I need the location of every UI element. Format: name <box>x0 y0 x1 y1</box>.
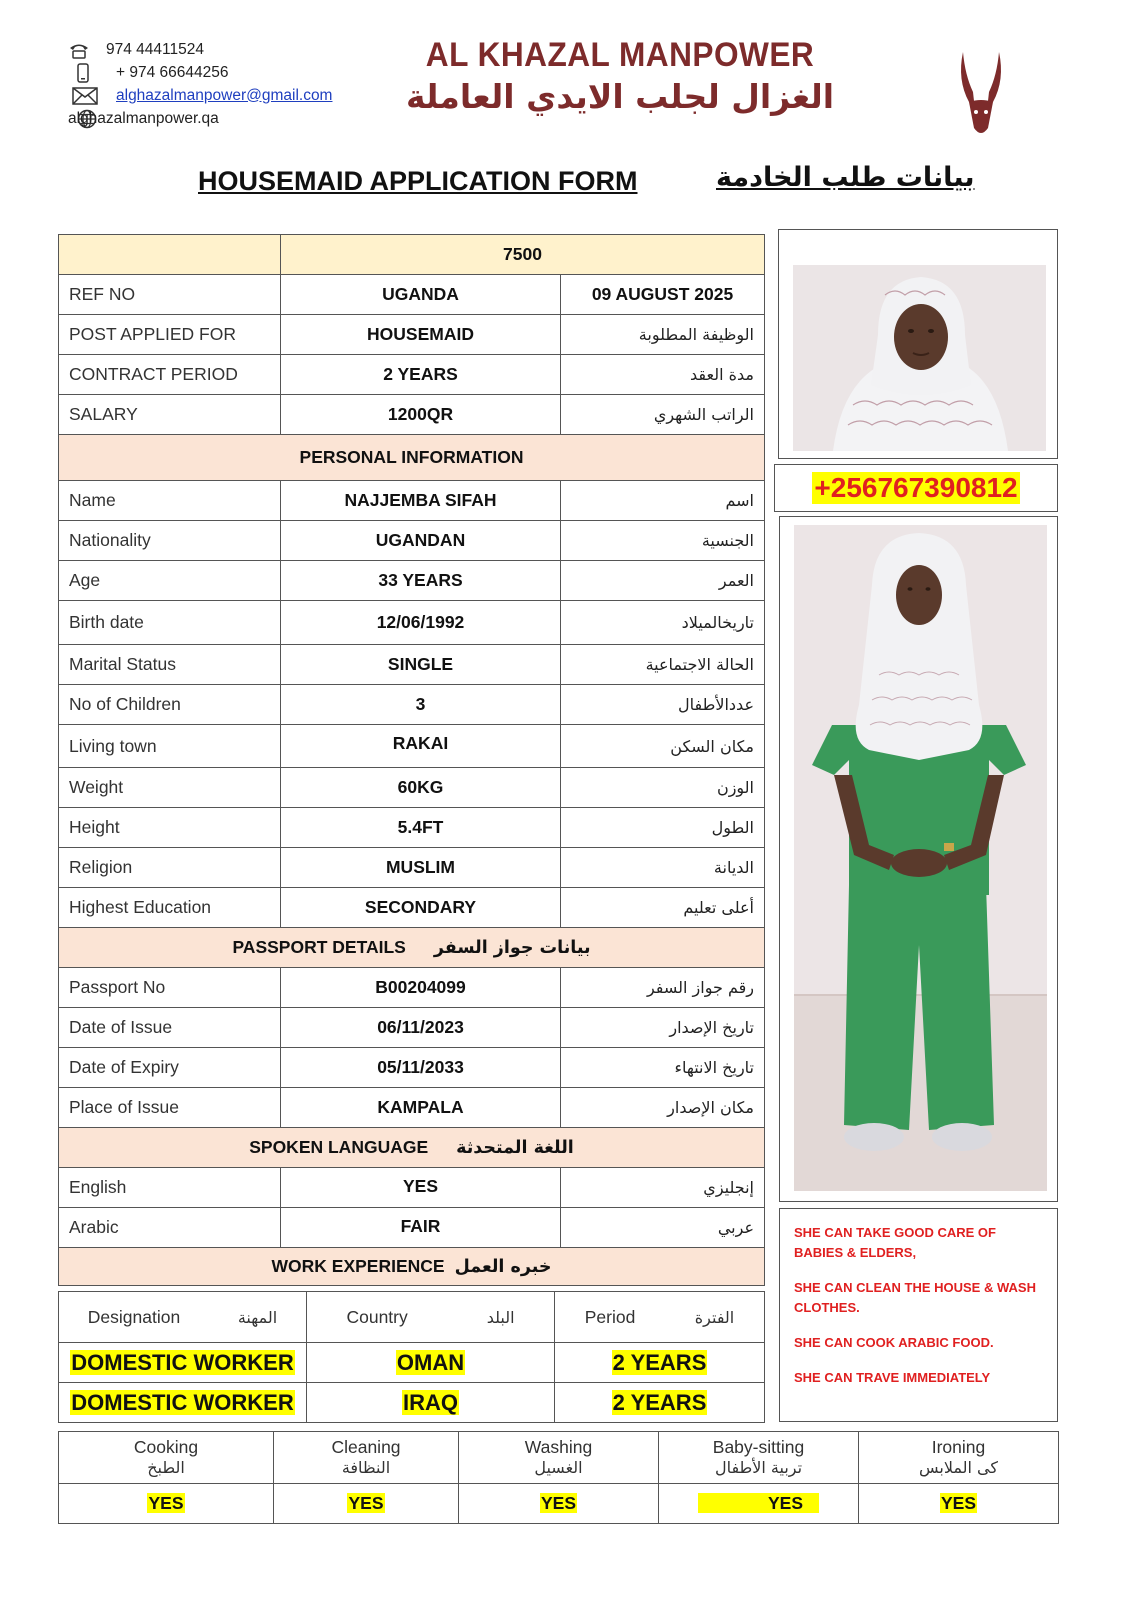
ref-row <box>59 275 765 315</box>
table-row <box>59 888 765 928</box>
mobile-phone-icon <box>70 63 96 83</box>
table-row <box>59 601 765 645</box>
row-label-arabic: العمر <box>561 561 765 601</box>
row-label: Date of Issue <box>59 1008 281 1048</box>
row-label: Weight <box>59 768 281 808</box>
skill-label-arabic: الغسيل <box>534 1458 583 1478</box>
skill-header <box>459 1432 659 1484</box>
row-label-arabic: عربي <box>561 1208 765 1248</box>
table-row <box>59 848 765 888</box>
portrait-photo <box>793 265 1046 451</box>
row-value: MUSLIM <box>281 848 561 888</box>
row-label: Place of Issue <box>59 1088 281 1128</box>
row-label-arabic: رقم جواز السفر <box>561 968 765 1008</box>
skill-header <box>659 1432 859 1484</box>
work-period-cell <box>555 1383 765 1423</box>
row-label: Living town <box>59 725 281 768</box>
note-item: SHE CAN CLEAN THE HOUSE & WASH CLOTHES. <box>794 1280 1036 1315</box>
notes-box <box>779 1208 1058 1422</box>
brand-block <box>395 36 845 116</box>
row-label-arabic: مكان السكن <box>561 725 765 768</box>
row-label-arabic: عددالأطفال <box>561 685 765 725</box>
brand-name-arabic: الغزال لجلب الايدي العاملة <box>405 77 835 116</box>
skills-value-row <box>59 1484 1059 1524</box>
contact-email <box>66 84 386 107</box>
row-label: Height <box>59 808 281 848</box>
skill-value: YES <box>940 1493 977 1513</box>
skill-value-cell <box>59 1484 274 1524</box>
row-label: Name <box>59 481 281 521</box>
skill-label: Washing <box>524 1436 593 1457</box>
skill-value-cell <box>859 1484 1059 1524</box>
skills-header-row <box>59 1432 1059 1484</box>
table-row <box>59 1208 765 1248</box>
table-row <box>59 481 765 521</box>
country-header <box>307 1292 555 1343</box>
row-value: 5.4FT <box>281 808 561 848</box>
table-row <box>59 645 765 685</box>
row-label-arabic: إنجليزي <box>561 1168 765 1208</box>
table-row <box>59 315 765 355</box>
table-row <box>59 808 765 848</box>
period-label-arabic: الفترة <box>694 1307 735 1327</box>
row-value: KAMPALA <box>281 1088 561 1128</box>
form-title-arabic: بيانات طلب الخادمة <box>716 162 975 193</box>
skill-header <box>859 1432 1059 1484</box>
row-value: SECONDARY <box>281 888 561 928</box>
row-value: UGANDAN <box>281 521 561 561</box>
work-header-row <box>59 1292 765 1343</box>
table-row <box>59 768 765 808</box>
note-item: SHE CAN TAKE GOOD CARE OF BABIES & ELDERS, <box>794 1225 996 1260</box>
section-passport <box>59 928 765 968</box>
application-table <box>58 234 765 1286</box>
skill-value: YES <box>698 1493 819 1513</box>
work-country-cell <box>307 1383 555 1423</box>
contact-phone-mobile <box>66 61 386 84</box>
row-label: Religion <box>59 848 281 888</box>
row-label-arabic: اسم <box>561 481 765 521</box>
section-heading <box>59 928 765 968</box>
applicant-code: 7500 <box>281 235 765 275</box>
full-body-photo <box>794 525 1047 1191</box>
ref-country: UGANDA <box>281 275 561 315</box>
country-label-arabic: البلد <box>486 1307 515 1327</box>
row-value: 3 <box>281 685 561 725</box>
skill-header <box>274 1432 459 1484</box>
row-label: No of Children <box>59 685 281 725</box>
section-heading-english: SPOKEN LANGUAGE <box>249 1137 429 1157</box>
row-label: Highest Education <box>59 888 281 928</box>
row-label: Nationality <box>59 521 281 561</box>
section-heading-english: WORK EXPERIENCE <box>271 1256 445 1276</box>
table-row <box>59 685 765 725</box>
work-designation: DOMESTIC WORKER <box>71 1389 294 1415</box>
skill-value-cell <box>459 1484 659 1524</box>
table-row <box>59 395 765 435</box>
section-language <box>59 1128 765 1168</box>
section-heading <box>59 1248 765 1286</box>
work-country: OMAN <box>396 1349 465 1375</box>
row-label-arabic: الجنسية <box>561 521 765 561</box>
work-row <box>59 1343 765 1383</box>
website-link[interactable]: alghazalmanpower.qa <box>68 109 219 127</box>
row-value: RAKAI <box>281 725 561 768</box>
row-label-arabic: أعلى تعليم <box>561 888 765 928</box>
skill-label-arabic: تربية الأطفال <box>714 1458 803 1478</box>
table-row <box>59 1048 765 1088</box>
telephone-icon <box>66 40 92 60</box>
skill-value: YES <box>348 1493 384 1513</box>
phone-landline[interactable]: 974 44411524 <box>106 40 204 58</box>
section-heading: PERSONAL INFORMATION <box>59 435 765 481</box>
work-designation-cell <box>59 1383 307 1423</box>
section-heading-english: PASSPORT DETAILS <box>232 937 406 957</box>
skill-label-arabic: النظافة <box>341 1458 391 1478</box>
skill-value: YES <box>540 1493 577 1513</box>
row-label-arabic: الوظيفة المطلوبة <box>561 315 765 355</box>
section-heading-arabic: اللغة المتحدثة <box>456 1138 574 1158</box>
table-row <box>59 968 765 1008</box>
skill-label: Cooking <box>133 1436 199 1457</box>
envelope-icon <box>72 86 98 106</box>
skill-label-arabic: کی الملابس <box>918 1458 998 1478</box>
work-country-cell <box>307 1343 555 1383</box>
row-value: SINGLE <box>281 645 561 685</box>
section-heading <box>59 1128 765 1168</box>
country-label: Country <box>346 1306 408 1327</box>
section-personal <box>59 435 765 481</box>
row-label-arabic: تاريخ الإصدار <box>561 1008 765 1048</box>
row-label: Date of Expiry <box>59 1048 281 1088</box>
table-row <box>59 1088 765 1128</box>
period-header <box>555 1292 765 1343</box>
row-label: CONTRACT PERIOD <box>59 355 281 395</box>
skill-label: Ironing <box>931 1436 986 1457</box>
ref-date: 09 AUGUST 2025 <box>561 275 765 315</box>
row-label: Arabic <box>59 1208 281 1248</box>
row-label-arabic: الراتب الشهري <box>561 395 765 435</box>
row-value: 1200QR <box>281 395 561 435</box>
row-value: FAIR <box>281 1208 561 1248</box>
row-value: 06/11/2023 <box>281 1008 561 1048</box>
row-label: Marital Status <box>59 645 281 685</box>
row-label: Age <box>59 561 281 601</box>
work-period: 2 YEARS <box>612 1349 707 1375</box>
row-label-arabic: الحالة الاجتماعية <box>561 645 765 685</box>
contact-block <box>66 38 386 130</box>
row-label-arabic: الديانة <box>561 848 765 888</box>
full-body-photo-frame <box>779 516 1058 1202</box>
row-value: 05/11/2033 <box>281 1048 561 1088</box>
ref-no-label: REF NO <box>59 275 281 315</box>
row-value: YES <box>281 1168 561 1208</box>
row-label-arabic: الوزن <box>561 768 765 808</box>
row-label: POST APPLIED FOR <box>59 315 281 355</box>
note-item: SHE CAN TRAVE IMMEDIATELY <box>794 1370 991 1385</box>
applicant-phone-number[interactable]: +256767390812 <box>814 472 1018 503</box>
contact-phone-landline <box>66 38 386 61</box>
form-title: HOUSEMAID APPLICATION FORM <box>198 166 638 196</box>
gazelle-logo <box>955 50 1007 140</box>
skill-value-cell <box>274 1484 459 1524</box>
email-link[interactable]: alghazalmanpower@gmail.com <box>116 86 333 104</box>
work-country: IRAQ <box>403 1389 458 1415</box>
row-label: SALARY <box>59 395 281 435</box>
designation-label: Designation <box>87 1306 181 1327</box>
row-label: Birth date <box>59 601 281 645</box>
period-label: Period <box>584 1306 636 1327</box>
phone-mobile[interactable]: + 974 66644256 <box>116 63 229 81</box>
note-item: SHE CAN COOK ARABIC FOOD. <box>794 1335 994 1350</box>
code-row <box>59 235 765 275</box>
designation-label-arabic: المهنة <box>237 1307 278 1327</box>
section-heading-arabic: بيانات جواز السفر <box>433 938 591 958</box>
section-work <box>59 1248 765 1286</box>
work-designation: DOMESTIC WORKER <box>71 1349 294 1375</box>
skill-value-cell <box>659 1484 859 1524</box>
row-label: Passport No <box>59 968 281 1008</box>
brand-name-english: AL KHAZAL MANPOWER <box>425 36 815 74</box>
row-value: 33 YEARS <box>281 561 561 601</box>
row-label-arabic: تاريخالميلاد <box>561 601 765 645</box>
row-label: English <box>59 1168 281 1208</box>
table-row <box>59 1168 765 1208</box>
designation-header <box>59 1292 307 1343</box>
table-row <box>59 1008 765 1048</box>
row-label-arabic: مكان الإصدار <box>561 1088 765 1128</box>
skill-label: Baby-sitting <box>712 1436 805 1457</box>
skill-header <box>59 1432 274 1484</box>
table-row <box>59 725 765 768</box>
row-value: 2 YEARS <box>281 355 561 395</box>
work-experience-table <box>58 1291 765 1423</box>
skills-table <box>58 1431 1059 1524</box>
portrait-photo-frame <box>778 229 1058 459</box>
section-heading-arabic: خبره العمل <box>454 1257 552 1277</box>
row-label-arabic: الطول <box>561 808 765 848</box>
table-row <box>59 561 765 601</box>
code-blank-cell <box>59 235 281 275</box>
row-value: 60KG <box>281 768 561 808</box>
table-row <box>59 521 765 561</box>
table-row <box>59 355 765 395</box>
work-row <box>59 1383 765 1423</box>
row-value: HOUSEMAID <box>281 315 561 355</box>
skill-label-arabic: الطبخ <box>147 1458 185 1478</box>
skill-value: YES <box>148 1493 184 1513</box>
contact-website <box>66 107 386 130</box>
work-designation-cell <box>59 1343 307 1383</box>
row-value: 12/06/1992 <box>281 601 561 645</box>
work-period: 2 YEARS <box>612 1389 707 1415</box>
row-label-arabic: مدة العقد <box>561 355 765 395</box>
row-value: B00204099 <box>281 968 561 1008</box>
row-label-arabic: تاريخ الانتهاء <box>561 1048 765 1088</box>
skill-label: Cleaning <box>331 1436 401 1457</box>
work-period-cell <box>555 1343 765 1383</box>
phone-number-box <box>774 464 1058 512</box>
row-value: NAJJEMBA SIFAH <box>281 481 561 521</box>
